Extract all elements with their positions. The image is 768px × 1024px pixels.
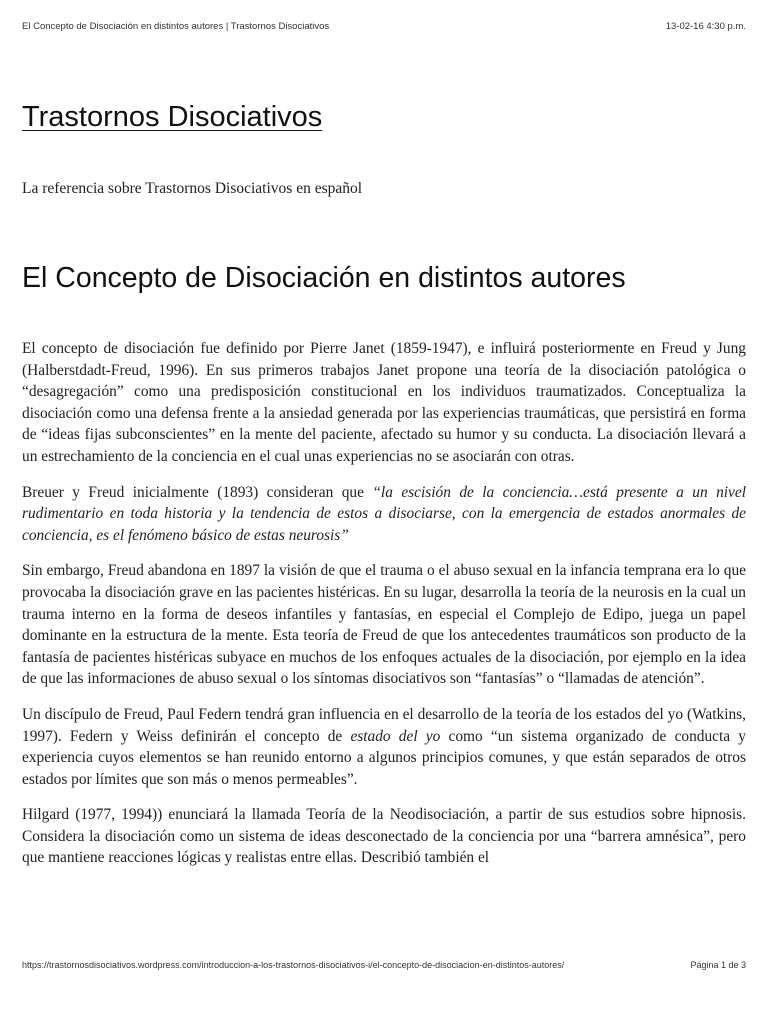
paragraph-freud-fantasy: Sin embargo, Freud abandona en 1897 la visión de que el trauma o el abuso sexual en la infancia temprana era lo que provocaba la disociación grave en las pacientes histéricas. En su lugar, desarrolla la teoría de la neurosis en la cual un trauma interno en la forma de deseos infantiles y fantasías, en especial el Complejo de Edipo, juega un papel dominante en la estructura de la mente. Esta teoría de Freud de que los antecedentes traumáticos son producto de la fantasía de pacientes histéricas subyace en muchos de los enfoques actuales de la disociación, por ejemplo en la idea de que las informaciones de abuso sexual o los síntomas disociativos son “fantasías” o “llamadas de atención”. — [22, 562, 746, 688]
estado-del-yo-term: estado del yo — [350, 727, 441, 745]
paragraph-federn — [22, 704, 746, 790]
paragraph-federn-start: Un discípulo de Freud, Paul Federn tendrá gran influencia en el desarrollo de la teoría de los estados del yo (Watkins, 1997). Federn y Weiss definirán el concepto de — [22, 705, 746, 745]
print-footer-url: https://trastornosdisociativos.wordpress.com/introduccion-a-los-trastornos-disociativos-i/el-concepto-de-disociacion-en-distintos-autores/ — [22, 960, 565, 970]
paragraph-breuer-freud-intro: Breuer y Freud inicialmente (1893) consideran que — [22, 483, 373, 501]
site-tagline: La referencia sobre Trastornos Disociativos en español — [22, 180, 363, 197]
paragraph-breuer-freud — [22, 482, 746, 547]
paragraph-hilgard: Hilgard (1977, 1994)) enunciará la llamada Teoría de la Neodisociación, a partir de sus estudios sobre hipnosis. Considera la disociación como un sistema de ideas desconectado de la conciencia por una “barrera amnésica”, pero que mantiene reacciones lógicas y realistas entre ellas. Describió también el — [22, 806, 746, 867]
article-content — [22, 338, 746, 883]
print-header — [22, 21, 746, 35]
print-footer — [22, 960, 746, 974]
paragraph-janet: El concepto de disociación fue definido por Pierre Janet (1859-1947), e influirá posteriormente en Freud y Jung (Halberstdadt-Freud, 1996). En sus primeros trabajos Janet propone una teoría de la disociación patológica o “desagregación” como una predisposición constitucional en los individuos traumatizados. Conceptualiza la disociación como una defensa frente a la ansiedad generada por las experiencias traumáticas, que persistirá en forma de “ideas fijas subconscientes” en la mente del paciente, afectado su humor y su conducta. La disociación llevará a un estrechamiento de la conciencia en el cual unas experiencias no se asociarán con otras. — [22, 340, 746, 465]
print-header-title: El Concepto de Disociación en distintos autores | Trastornos Disociativos — [22, 21, 330, 32]
print-footer-page-number: Página 1 de 3 — [690, 960, 746, 970]
breuer-freud-quote: “la escisión de la conciencia…está presente a un nivel rudimentario en toda historia y la tendencia de estos a disociarse, con la emergencia de estados anormales de conciencia, es el fenómeno básico de estas neurosis” — [22, 483, 746, 544]
paragraph-federn-end: como “un sistema organizado de conducta y experiencia cuyos elementos se han reunido entorno a algunos principios comunes, y que están separados de otros estados por límites que son más o menos permeables”. — [22, 727, 746, 788]
article-title: El Concepto de Disociación en distintos autores — [22, 262, 626, 294]
print-header-datetime: 13-02-16 4:30 p.m. — [665, 21, 746, 32]
site-title-link[interactable]: Trastornos Disociativos — [22, 101, 323, 133]
